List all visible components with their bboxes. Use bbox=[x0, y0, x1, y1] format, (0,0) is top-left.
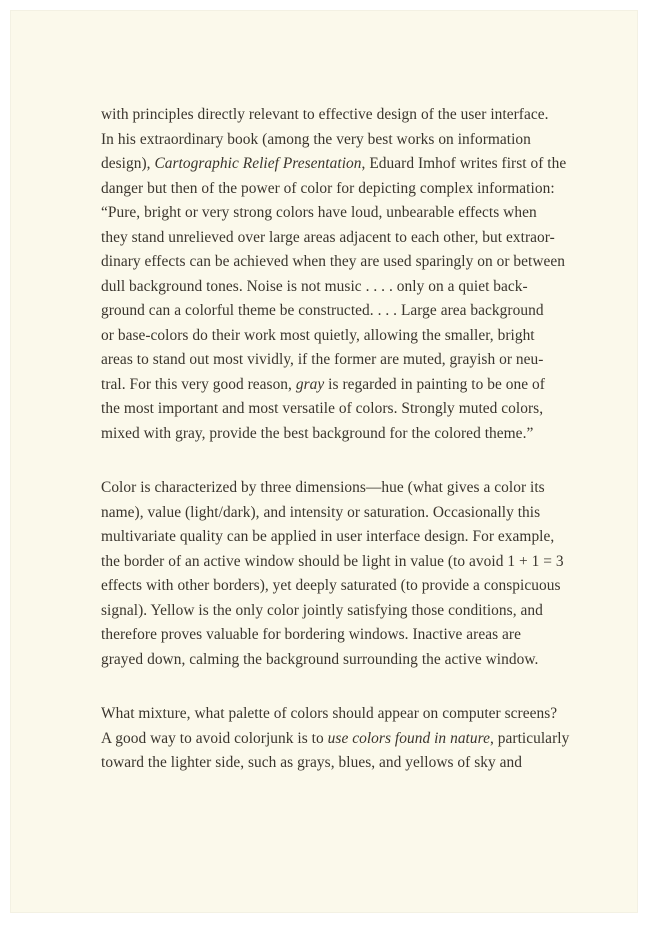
text-run: , Eduard Imhof writes first of the bbox=[361, 155, 567, 172]
italic-text-run: gray bbox=[295, 375, 325, 393]
text-line bbox=[101, 702, 591, 727]
text-line bbox=[101, 128, 591, 153]
text-line bbox=[101, 373, 591, 398]
text-line bbox=[101, 727, 591, 752]
italic-text-run: Cartographic Relief Presentation bbox=[154, 155, 362, 172]
text-run: A good way to avoid colorjunk is to bbox=[101, 729, 328, 747]
text-run: name), value (light/dark), and intensity or saturation. Occasionally this bbox=[101, 503, 541, 521]
text-line bbox=[101, 550, 591, 575]
paragraph bbox=[101, 103, 591, 446]
text-line bbox=[101, 501, 591, 526]
text-run: toward the lighter side, such as grays, blues, and yellows of sky and bbox=[101, 754, 523, 771]
paragraph bbox=[101, 702, 591, 776]
text-line bbox=[101, 599, 591, 624]
text-line bbox=[101, 476, 591, 501]
text-run: “Pure, bright or very strong colors have loud, unbearable effects when bbox=[101, 204, 537, 221]
text-line bbox=[101, 348, 591, 373]
text-run: design), bbox=[101, 155, 155, 172]
text-run: therefore proves valuable for bordering windows. Inactive areas are bbox=[101, 626, 521, 643]
text-line bbox=[101, 751, 591, 776]
text-run: ground can a colorful theme be constructed. . . . Large area background bbox=[101, 302, 544, 319]
text-run: multivariate quality can be applied in user interface design. For example, bbox=[101, 528, 555, 545]
text-line bbox=[101, 275, 591, 300]
text-run: Color is characterized by three dimensions—hue (what gives a color its bbox=[101, 479, 545, 496]
text-line bbox=[101, 226, 591, 251]
text-run: effects with other borders), yet deeply saturated (to provide a conspicuous bbox=[101, 577, 561, 594]
text-run: , particularly bbox=[489, 729, 570, 747]
text-run: areas to stand out most vividly, if the former are muted, grayish or neu- bbox=[101, 351, 544, 368]
paragraph bbox=[101, 476, 591, 672]
text-run: tral. For this very good reason, bbox=[101, 375, 296, 393]
text-run: grayed down, calming the background surrounding the active window. bbox=[101, 650, 539, 668]
text-line bbox=[101, 422, 591, 447]
text-line bbox=[101, 397, 591, 422]
text-line bbox=[101, 574, 591, 599]
text-run: dull background tones. Noise is not music . . . . only on a quiet back- bbox=[101, 277, 528, 295]
text-line bbox=[101, 152, 591, 177]
text-line bbox=[101, 324, 591, 349]
book-page bbox=[10, 10, 638, 913]
text-run: signal). Yellow is the only color jointly satisfying those conditions, and bbox=[101, 601, 543, 619]
text-run: the border of an active window should be light in value (to avoid 1 + 1 = 3 bbox=[101, 552, 564, 570]
text-run: they stand unrelieved over large areas adjacent to each other, but extraor- bbox=[101, 228, 555, 246]
text-block bbox=[101, 103, 591, 776]
text-line bbox=[101, 525, 591, 550]
text-line bbox=[101, 201, 591, 226]
text-line bbox=[101, 623, 591, 648]
text-run: or base-colors do their work most quietly, allowing the smaller, bright bbox=[101, 326, 535, 344]
text-line bbox=[101, 250, 591, 275]
text-run: In his extraordinary book (among the very best works on information bbox=[101, 130, 531, 148]
text-run: with principles directly relevant to effective design of the user interface. bbox=[101, 106, 549, 123]
text-line bbox=[101, 299, 591, 324]
text-run: danger but then of the power of color for depicting complex information: bbox=[101, 179, 555, 197]
text-run: mixed with gray, provide the best background for the colored theme.” bbox=[101, 424, 534, 442]
text-line bbox=[101, 648, 591, 673]
text-run: is regarded in painting to be one of bbox=[324, 375, 545, 393]
text-line bbox=[101, 177, 591, 202]
text-run: What mixture, what palette of colors should appear on computer screens? bbox=[101, 705, 558, 722]
text-run: dinary effects can be achieved when they are used sparingly on or between bbox=[101, 253, 566, 270]
text-line bbox=[101, 103, 591, 128]
text-run: the most important and most versatile of colors. Strongly muted colors, bbox=[101, 400, 544, 417]
italic-text-run: use colors found in nature bbox=[327, 729, 490, 747]
